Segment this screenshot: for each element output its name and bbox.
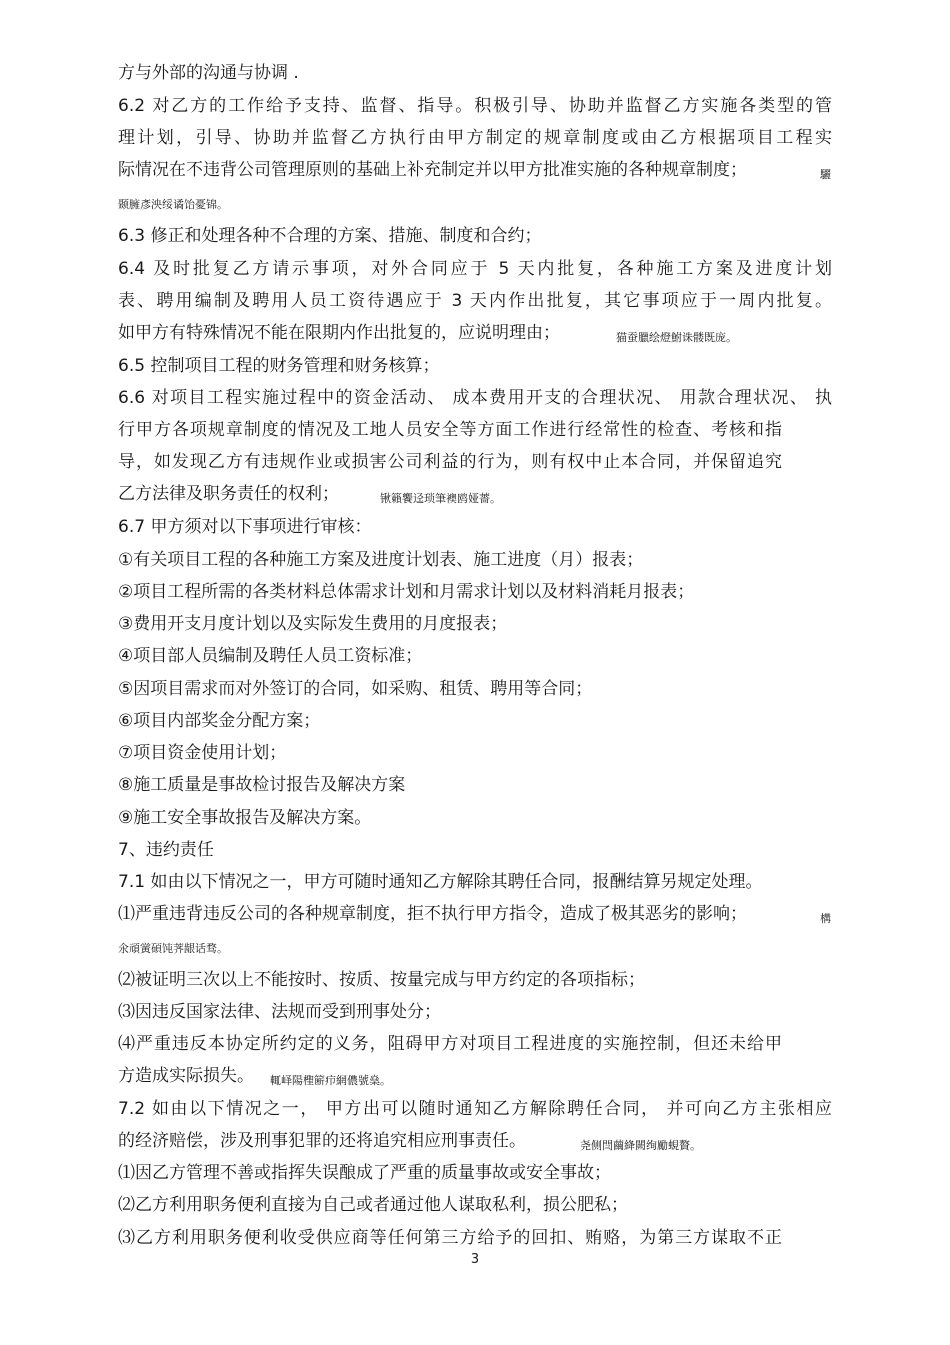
text-line: ⑧施工质量是事故检讨报告及解决方案 xyxy=(118,775,406,795)
text-line: 6.7 甲方须对以下事项进行审核： xyxy=(118,517,372,537)
text-line: 如甲方有特殊情况不能在限期内作出批复的，应说明理由； xyxy=(118,323,560,343)
text-line: 6.5 控制项目工程的财务管理和财务核算； xyxy=(118,356,440,376)
text-line: ⑵乙方利用职务便利直接为自己或者通过他人谋取私利，损公肥私； xyxy=(118,1195,628,1215)
text-line: 7.2 如由以下情况之一， 甲方出可以随时通知乙方解除聘任合同， 并可向乙方主张相应 xyxy=(118,1099,832,1119)
text-line: ⑦项目资金使用计划； xyxy=(118,743,287,763)
garbled-note: 猫蚕臘绘燈鮒诛髅既庞。 xyxy=(616,331,737,344)
page-number: 3 xyxy=(470,1252,480,1267)
text-line: ③费用开支月度计划以及实际发生费用的月度报表； xyxy=(118,614,508,634)
text-line: ⑶因违反国家法律、法规而受到刑事处分； xyxy=(118,1002,441,1022)
text-line: ⑥项目内部奖金分配方案； xyxy=(118,711,321,731)
text-line: 方造成实际损失。 xyxy=(118,1066,254,1086)
garbled-note: 尧侧閆繭絳闕绚勵蜆贅。 xyxy=(580,1139,701,1152)
text-line: ①有关项目工程的各种施工方案及进度计划表、施工进度（月）报表； xyxy=(118,550,644,570)
text-line: ⑷严重违反本协定所约定的义务，阻碍甲方对项目工程进度的实施控制，但还未给甲 xyxy=(118,1034,782,1054)
garbled-note: 構 xyxy=(820,912,831,925)
text-line: 行甲方各项规章制度的情况及工地人员安全等方面工作进行经常性的检查、考核和指 xyxy=(118,420,782,440)
text-line: 际情况在不违背公司管理原则的基础上补充制定并以甲方批准实施的各种规章制度； xyxy=(118,160,747,180)
text-line: 6.4 及时批复乙方请示事项，对外合同应于 5 天内批复，各种施工方案及进度计划 xyxy=(118,259,832,279)
text-line: ④项目部人员编制及聘任人员工资标准； xyxy=(118,646,423,666)
text-line: ⑨施工安全事故报告及解决方案。 xyxy=(118,808,372,828)
text-line: 理计划，引导、协助并监督乙方执行由甲方制定的规章制度或由乙方根据项目工程实 xyxy=(118,128,832,148)
text-line: ⑶乙方利用职务便利收受供应商等任何第三方给予的回扣、贿赂，为第三方谋取不正 xyxy=(118,1228,782,1248)
text-line: 6.2 对乙方的工作给予支持、监督、指导。积极引导、协助并监督乙方实施各类型的管 xyxy=(118,96,832,116)
text-line: ②项目工程所需的各类材料总体需求计划和月需求计划以及材料消耗月报表； xyxy=(118,582,695,602)
text-line: ⑴严重违背违反公司的各种规章制度，拒不执行甲方指令，造成了极其恶劣的影响； xyxy=(118,904,747,924)
text-line: 6.6 对项目工程实施过程中的资金活动、 成本费用开支的合理状况、 用款合理状况、 执 xyxy=(118,388,832,408)
text-line: 的经济赔偿，涉及刑事犯罪的还将追究相应刑事责任。 xyxy=(118,1131,526,1151)
text-line: ⑤因项目需求而对外签订的合同，如采购、租赁、聘用等合同； xyxy=(118,679,593,699)
garbled-note: 颞臃彥泱绥谲饴憂锦。 xyxy=(118,198,228,211)
text-line: 导，如发现乙方有违规作业或损害公司利益的行为，则有权中止本合同，并保留追究 xyxy=(118,452,782,472)
garbled-note: 氽頑黉碩饨荠龈话骛。 xyxy=(118,942,228,955)
text-line: ⑴因乙方管理不善或指挥失误酿成了严重的质量事故或安全事故； xyxy=(118,1163,611,1183)
garbled-note: 輒峄陽檉簖疖網儂號燊。 xyxy=(270,1074,391,1087)
text-line: 表、聘用编制及聘用人员工资待遇应于 3 天内作出批复，其它事项应于一周内批复。 xyxy=(118,291,832,311)
garbled-note: 驪 xyxy=(820,168,831,181)
text-line: 乙方法律及职务责任的权利； xyxy=(118,484,339,504)
text-line: 7.1 如由以下情况之一，甲方可随时通知乙方解除其聘任合同，报酬结算另规定处理。 xyxy=(118,872,763,892)
text-line: 6.3 修正和处理各种不合理的方案、措施、制度和合约； xyxy=(118,226,542,246)
text-line: 方与外部的沟通与协调 . xyxy=(118,63,299,83)
garbled-note: 锹籟饗迳琐筆襖鸥娅薔。 xyxy=(380,492,501,505)
section-heading: 7、违约责任 xyxy=(118,840,214,860)
text-line: ⑵被证明三次以上不能按时、按质、按量完成与甲方约定的各项指标； xyxy=(118,970,645,990)
